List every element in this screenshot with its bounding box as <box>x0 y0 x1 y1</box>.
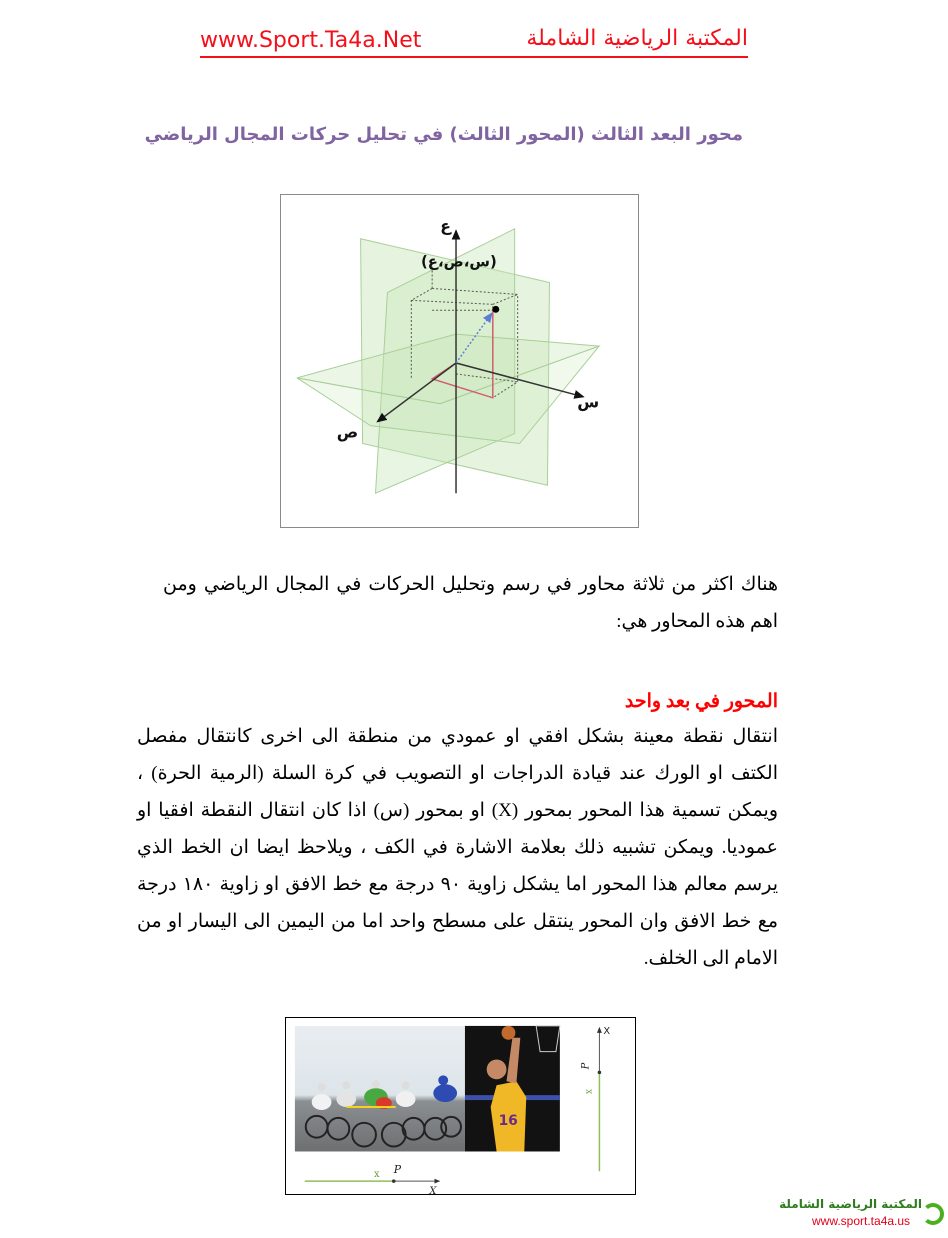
header-site-name[interactable]: المكتبة الرياضية الشاملة <box>526 26 748 51</box>
figure-3d-axes <box>280 194 639 528</box>
footer-logo[interactable] <box>779 1197 948 1235</box>
logo-ring-icon <box>922 1203 944 1225</box>
horizontal-axis-label: X <box>429 1186 437 1194</box>
horizontal-point-label: P <box>393 1163 402 1177</box>
section-heading: المحور في بعد واحد <box>624 691 778 712</box>
vertical-segment-label: x <box>584 1089 595 1095</box>
jersey-number: 16 <box>498 1112 518 1129</box>
basketball-player-photo <box>465 1026 560 1152</box>
cyclists-photo <box>295 1026 465 1152</box>
page-title: محور البعد الثالث (المحور الثالث) في تحليل حركات المجال الرياضي <box>144 124 743 145</box>
vertical-point-label: P <box>580 1062 592 1070</box>
axis-z-label: ع <box>440 215 451 235</box>
vertical-axis-label: X <box>603 1025 611 1037</box>
figure-1d-svg <box>286 1018 635 1194</box>
intro-paragraph: هناك اكثر من ثلاثة محاور في رسم وتحليل الحركات في المجال الرياضي ومن اهم هذه المحاور هي: <box>163 574 778 632</box>
horizontal-segment-label: x <box>373 1169 380 1181</box>
axis-y-label: ص <box>336 422 359 442</box>
section-body: انتقال نقطة معينة بشكل افقي او عمودي من منطقة الى اخرى كانتقال مفصل الكتف او الورك عند قيادة الدراجات او التصويب في كرة السلة (الرمية الحرة) ، ويمكن تسمية هذا المحور بمحور (X) او بمحور (س) اذا كان انتقال النقطة افقيا او عموديا. ويمكن تشبيه ذلك بعلامة الاشارة في الكف ، ويلاحظ ايضا ان الخط الذي يرسم معالم هذا المحور اما يشكل زاوية ٩٠ درجة مع خط الافق او زاوية ١٨٠ درجة مع خط الافق وان المحور ينتقل على مسطح واحد اما من اليمين الى اليسار او من الامام الى الخلف. <box>137 726 778 969</box>
figure-1d-axis <box>285 1017 636 1195</box>
point-label: (س،ص،ع) <box>421 252 497 271</box>
horizontal-axis-diagram <box>305 1163 439 1194</box>
footer-url[interactable]: www.sport.ta4a.us <box>812 1214 911 1228</box>
vertical-axis-diagram <box>581 1026 611 1171</box>
footer-site-name: المكتبة الرياضية الشاملة <box>779 1197 922 1211</box>
figure-3d-svg <box>281 195 638 527</box>
header-url-link[interactable]: www.Sport.Ta4a.Net <box>200 28 422 53</box>
page-header <box>200 28 748 58</box>
point-marker <box>492 306 499 313</box>
axis-x-label: س <box>577 392 600 412</box>
